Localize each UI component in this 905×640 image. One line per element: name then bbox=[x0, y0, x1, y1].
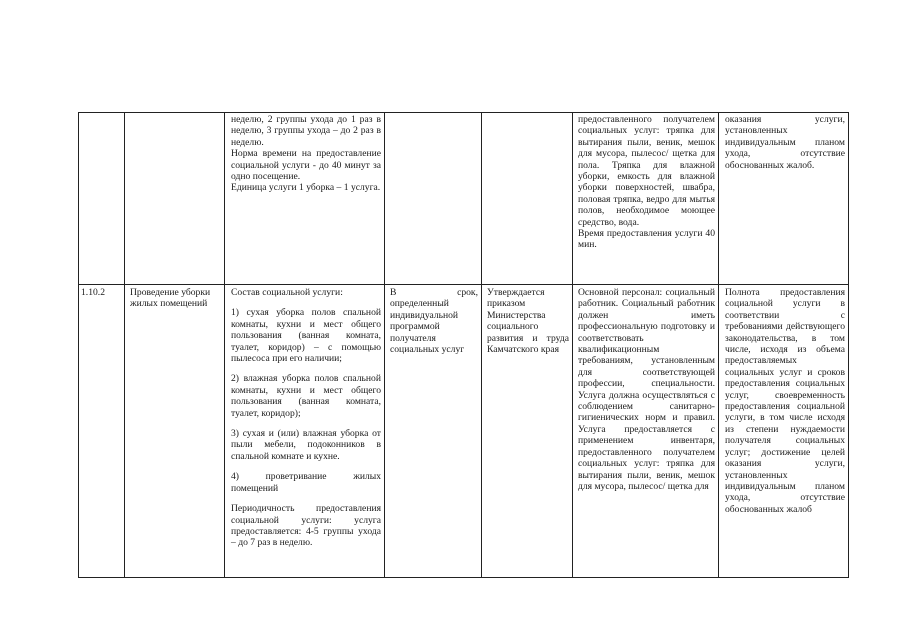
tariff-text: Утверждается приказом Министерства социального развития и труда Камчатского края bbox=[487, 287, 569, 356]
usage-norm-cell-continued bbox=[228, 114, 384, 282]
service-unit-line: Единица услуги 1 уборка – 1 услуга. bbox=[231, 182, 381, 194]
column-divider bbox=[572, 112, 573, 578]
conditions-cell-continued bbox=[575, 114, 718, 282]
time-norm-line: Норма времени на предоставление социальной услуги - до 40 минут за одно посещение. bbox=[231, 148, 381, 183]
content-item-1: 1) сухая уборка полов спальной комнаты, кухни и мест общего пользования (ванная комната, туалет, коридор) – с помощью пылесоса при его наличии; bbox=[231, 307, 381, 365]
row-number: 1.10.2 bbox=[81, 287, 105, 298]
conditions-continued-text: предоставленного получателем социальных услуг: тряпка для вытирания пыли, веник, мешок для мусора, пылесос/ щетка для пола. Тряпка для влажной уборки, емкость для влажной уборки поверхностей, швабра, половая тряпка, ведро для мытья полов, необходимое моющее средство, вода. bbox=[578, 114, 715, 228]
table-border-bottom bbox=[78, 577, 849, 578]
tariff-cell bbox=[484, 287, 572, 573]
column-divider bbox=[224, 112, 225, 578]
term-cell bbox=[387, 287, 481, 573]
column-divider bbox=[718, 112, 719, 578]
service-content-cell bbox=[228, 287, 384, 575]
periodicity-text: Периодичность предоставления социальной услуги: услуга предоставляется: 4-5 группы ухода – до 7 раз в неделю. bbox=[231, 503, 381, 549]
table-border-right bbox=[848, 112, 849, 578]
conditions-text: Основной персонал: социальный работник. Социальный работник должен иметь профессиональную подготовку и соответствовать квалификационным требованиям, установленным для соответствующей профессии, специальности. Услуга должна осуществляться с соблюдением санитарно-гигиенических норм и правил. Услуга предоставляется с применением инвентаря, предоставленного получателем социальных услуг: тряпка для вытирания пыли, веник, мешок для мусора, пылесос/ щетка для bbox=[578, 287, 715, 492]
evaluation-continued-text: оказания услуги, установленных индивидуальным планом ухода, отсутствие обоснованных жалоб. bbox=[725, 114, 845, 171]
column-divider bbox=[124, 112, 125, 578]
row-divider bbox=[78, 284, 849, 285]
conditions-cell bbox=[575, 287, 718, 575]
service-name: Проведение уборки жилых помещений bbox=[130, 287, 211, 310]
content-item-3: 3) сухая и (или) влажная уборка от пыли мебели, подоконников в спальной комнате и кухне. bbox=[231, 428, 381, 462]
table-border-top bbox=[78, 112, 849, 113]
row-number-cell bbox=[78, 287, 124, 573]
evaluation-cell-continued bbox=[722, 114, 848, 282]
service-name-cell bbox=[127, 287, 224, 573]
usage-continued-line: неделю, 2 группы ухода до 1 раз в неделю, 3 группы ухода – до 2 раз в неделю. bbox=[231, 114, 381, 148]
time-provision-text: Время предоставления услуги 40 мин. bbox=[578, 228, 715, 251]
column-divider bbox=[384, 112, 385, 578]
column-divider bbox=[481, 112, 482, 578]
content-item-4: 4) проветривание жилых помещений bbox=[231, 471, 381, 494]
term-text: В срок, определенный индивидуальной программой получателя социальных услуг bbox=[390, 287, 478, 356]
evaluation-text: Полнота предоставления социальной услуги в соответствии с требованиями действующего законодательства, в том числе, исходя из объема предоставляемых социальных услуг и сроков предоставления социальных услуг, своевременность предоставления социальной услуги, в том числе исходя из степени нуждаемости получателя социальных услуг; достижение целей оказания услуги, установленных индивидуальным планом ухода, отсутствие обоснованных жалоб bbox=[725, 287, 845, 515]
content-item-2: 2) влажная уборка полов спальной комнаты, кухни и мест общего пользования (ванная комната, туалет, коридор); bbox=[231, 373, 381, 419]
services-table bbox=[78, 112, 849, 578]
evaluation-cell bbox=[722, 287, 848, 575]
content-heading: Состав социальной услуги: bbox=[231, 287, 343, 298]
